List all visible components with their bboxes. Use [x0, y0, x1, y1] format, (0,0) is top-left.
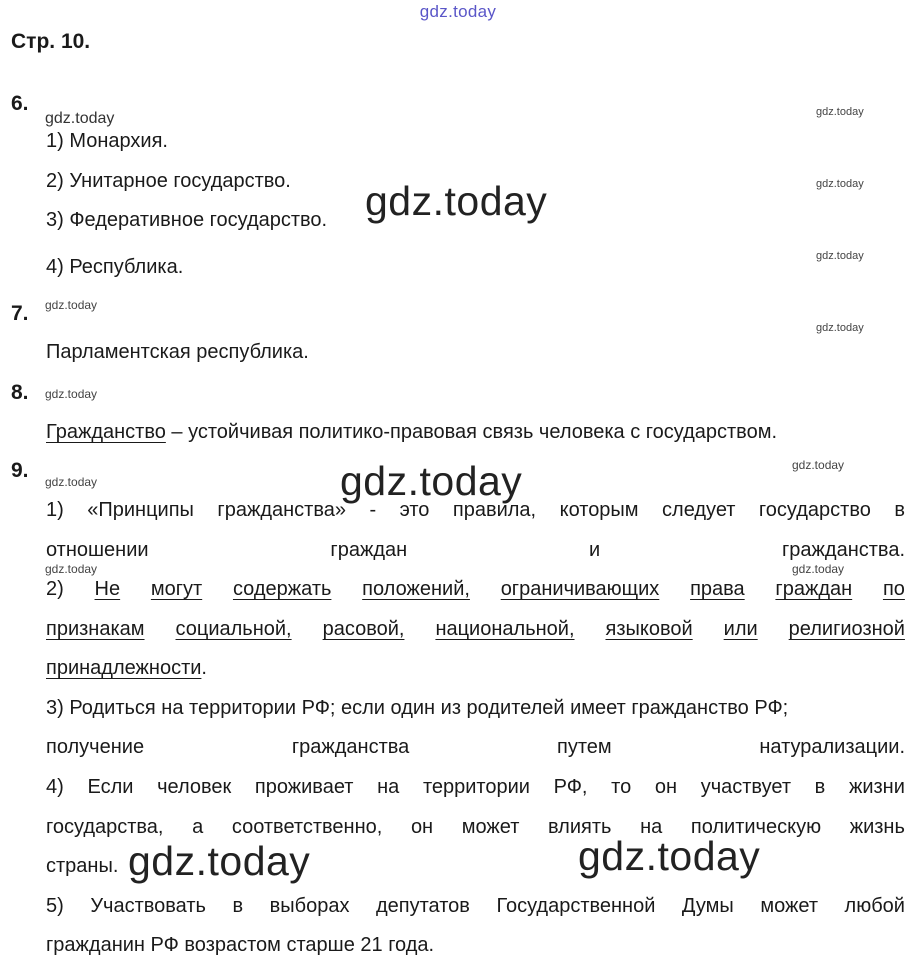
watermark: gdz.today: [45, 562, 98, 576]
q9-p4-line1: 4) Если человек проживает на территории РФ, то он участвует в жизни: [46, 776, 905, 798]
watermark: gdz.today: [816, 106, 864, 118]
watermark: gdz.today: [45, 387, 98, 401]
q7-answer: Парламентская республика.: [46, 341, 309, 363]
q9-p5-line2: гражданин РФ возрастом старше 21 года.: [46, 934, 435, 956]
page-title: Стр. 10.: [11, 30, 91, 53]
watermark: gdz.today: [578, 833, 761, 879]
q6-item-3: 3) Федеративное государство.: [46, 209, 328, 231]
q9-p4-line3: страны.: [46, 855, 119, 877]
q9-p2-line1: 2) Не могут содержать положений, ограничивающих права граждан по: [46, 578, 905, 600]
q6-item-2: 2) Унитарное государство.: [46, 170, 291, 192]
q9-p1-line1: 1) «Принципы гражданства» - это правила, которым следует государство в: [46, 499, 905, 521]
question-number-7: 7.: [11, 302, 29, 325]
q8-definition: – устойчивая политико-правовая связь человека с государством.: [165, 421, 778, 443]
q9-p4-line2: государства, а соответственно, он может влиять на политическую жизнь: [46, 816, 905, 838]
question-number-8: 8.: [11, 381, 29, 404]
q9-p2-line3: принадлежности.: [46, 657, 207, 679]
question-number-9: 9.: [11, 459, 29, 482]
watermark: gdz.today: [45, 110, 115, 127]
q6-item-4: 4) Республика.: [46, 256, 184, 278]
question-number-6: 6.: [11, 92, 29, 115]
watermark: gdz.today: [128, 838, 311, 884]
watermark: gdz.today: [816, 250, 864, 262]
q8-answer: [46, 421, 777, 444]
watermark: gdz.today: [45, 475, 98, 489]
watermark: gdz.today: [816, 322, 864, 334]
watermark: gdz.today: [792, 562, 845, 576]
q9-p2-line2: признакам социальной, расовой, национальной, языковой или религиозной: [46, 618, 905, 640]
watermark: gdz.today: [340, 458, 523, 504]
watermark-top: gdz.today: [419, 2, 497, 21]
q9-p3-line2: получение гражданства путем натурализации.: [46, 736, 905, 758]
watermark: gdz.today: [45, 298, 98, 312]
q9-p3-line1: 3) Родиться на территории РФ; если один из родителей имеет гражданство РФ;: [46, 697, 789, 719]
watermark: gdz.today: [816, 178, 864, 190]
q9-p5-line1: 5) Участвовать в выборах депутатов Государственной Думы может любой: [46, 895, 905, 917]
q6-item-1: 1) Монархия.: [46, 130, 168, 152]
q8-term: Гражданство: [46, 421, 166, 443]
q9-p1-line2: отношении граждан и гражданства.: [46, 539, 905, 561]
watermark: gdz.today: [792, 458, 845, 472]
watermark: gdz.today: [365, 178, 548, 224]
